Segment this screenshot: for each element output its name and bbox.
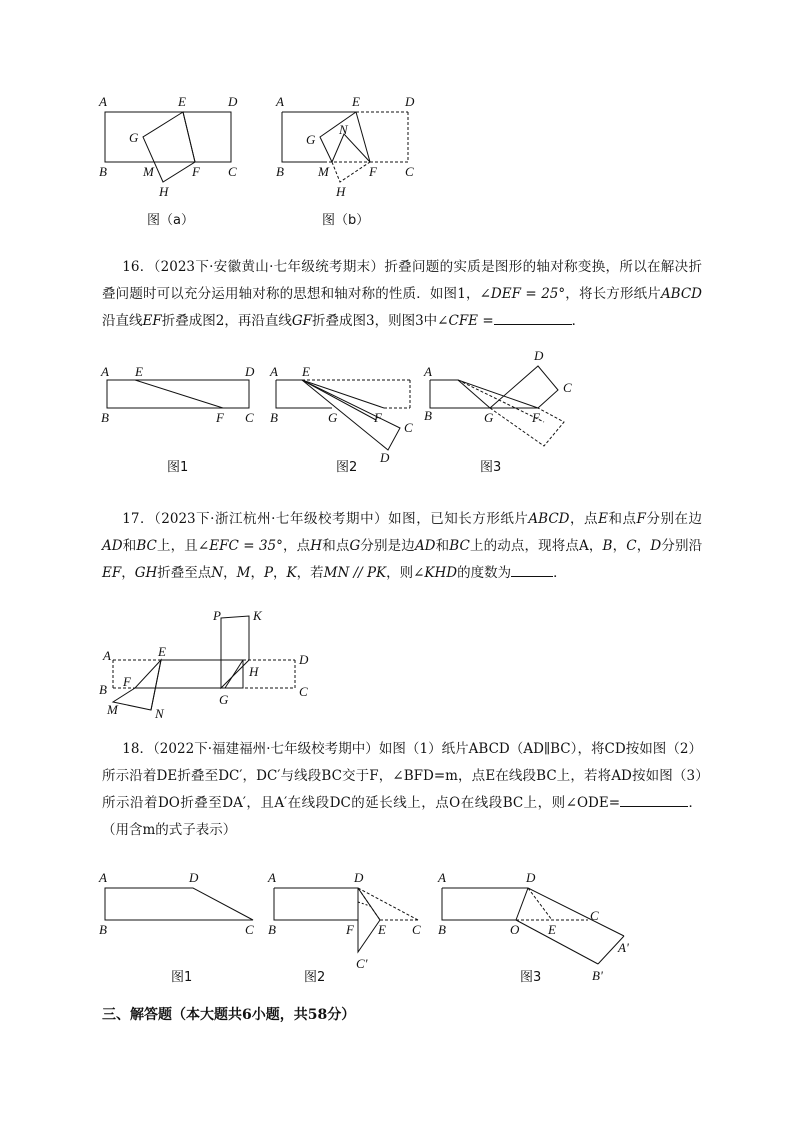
label: A — [99, 94, 107, 109]
label: A — [438, 870, 446, 885]
question-source: （2023下·安徽黄山·七年级统考期末） — [153, 259, 385, 275]
label: C — [405, 164, 414, 179]
label: M — [143, 164, 154, 179]
label: B — [424, 408, 432, 423]
label: P — [213, 608, 221, 623]
label: C — [245, 410, 254, 425]
figure-caption: 图1 — [167, 460, 189, 475]
q16-figure-3 — [418, 346, 588, 478]
label: D — [526, 870, 536, 885]
label: D — [354, 870, 364, 885]
answer-blank[interactable] — [494, 310, 572, 325]
label: B' — [592, 968, 603, 983]
label: H — [249, 664, 259, 679]
label: D — [405, 94, 415, 109]
label: A — [270, 364, 278, 379]
question-number: 18． — [122, 741, 154, 757]
label: M — [318, 164, 329, 179]
question-number: 16． — [122, 259, 154, 275]
figure-a — [95, 92, 255, 232]
figure-caption: 图3 — [520, 970, 542, 985]
figure-caption: 图3 — [480, 460, 502, 475]
q17-figure — [95, 604, 335, 724]
q18-figure-1 — [95, 866, 265, 986]
label: C — [563, 380, 572, 395]
label: B — [99, 922, 107, 937]
label: H — [159, 184, 169, 199]
label: F — [192, 164, 200, 179]
figure-caption: 图2 — [304, 970, 326, 985]
label: G — [219, 692, 229, 707]
label: G — [306, 132, 316, 147]
q16-figure-2 — [264, 358, 434, 478]
label: A — [99, 870, 107, 885]
label: F — [374, 410, 382, 425]
answer-blank[interactable] — [620, 792, 688, 807]
label: E — [378, 922, 386, 937]
figure-caption: 图（b） — [322, 213, 370, 228]
label: D — [380, 450, 390, 465]
label: G — [328, 410, 338, 425]
label: C — [228, 164, 237, 179]
label: M — [107, 702, 118, 717]
q16-figure-1 — [95, 358, 265, 478]
label: B — [270, 410, 278, 425]
label: A — [268, 870, 276, 885]
label: K — [253, 608, 262, 623]
question-source: （2022下·福建福州·七年级校考期中） — [153, 741, 379, 757]
question-18: 18．（2022下·福建福州·七年级校考期中）如图（1）纸片ABCD（AD∥BC），将CD按如图（2）所示沿着DE折叠至DC′，DC′与线段BC交于F，∠BFD=m，点E在线段BC上，若将AD按如图（3）所示沿着DO折叠至DA′，且A′在线段DC的延长线上，点O在线段BC上，则∠ODE= ．（用含m的式子表示） — [102, 741, 703, 838]
label: A — [101, 364, 109, 379]
label: E — [548, 922, 556, 937]
label: H — [336, 184, 346, 199]
label: F — [123, 674, 131, 689]
label: F — [532, 410, 540, 425]
label: G — [484, 410, 494, 425]
label: C — [245, 922, 254, 937]
label: D — [299, 652, 309, 667]
label: E — [158, 644, 166, 659]
question-number: 17． — [122, 511, 154, 527]
label: B — [438, 922, 446, 937]
figure-caption: 图1 — [171, 970, 193, 985]
label: C — [590, 908, 599, 923]
label: C' — [356, 956, 368, 971]
section-heading: 三、解答题（本大题共6小题，共58分） — [102, 1007, 356, 1023]
label: C — [404, 420, 413, 435]
label: E — [135, 364, 143, 379]
label: C — [299, 684, 308, 699]
label: G — [129, 130, 139, 145]
label: F — [346, 922, 354, 937]
label: F — [216, 410, 224, 425]
label: D — [228, 94, 238, 109]
figure-b — [272, 92, 432, 232]
figure-caption: 图（a） — [147, 213, 194, 228]
label: O — [510, 922, 520, 937]
label: F — [369, 164, 377, 179]
label: E — [302, 364, 310, 379]
q18-figure-3 — [432, 866, 642, 996]
label: B — [101, 410, 109, 425]
label: A' — [618, 940, 629, 955]
question-16: 16．（2023下·安徽黄山·七年级统考期末）折叠问题的实质是图形的轴对称变换，所以在解决折叠问题时可以充分运用轴对称的思想和轴对称的性质．如图1，∠DEF = 25°，将长方形纸片ABCD沿直线EF折叠成图2，再沿直线GF折叠成图3，则图3中∠CFE = ． — [102, 259, 703, 329]
label: N — [155, 706, 164, 721]
label: B — [276, 164, 284, 179]
question-source: （2023下·浙江杭州·七年级校考期中） — [153, 511, 389, 527]
label: N — [339, 122, 348, 137]
label: B — [99, 682, 107, 697]
label: A — [103, 648, 111, 663]
label: D — [534, 348, 544, 363]
figure-caption: 图2 — [336, 460, 358, 475]
question-17: 17．（2023下·浙江杭州·七年级校考期中）如图，已知长方形纸片ABCD，点E和点F分别在边AD和BC上，且∠EFC = 35°，点H和点G分别是边AD和BC上的动点，现将点A，B，C，D分别沿EF，GH折叠至点N，M，P，K，若MN // PK，则∠KHD的度数为 ． — [102, 511, 703, 581]
label: A — [424, 364, 432, 379]
label: D — [189, 870, 199, 885]
label: A — [276, 94, 284, 109]
label: D — [245, 364, 255, 379]
label: B — [268, 922, 276, 937]
q18-figure-2 — [264, 866, 434, 986]
label: C — [412, 922, 421, 937]
label: E — [352, 94, 360, 109]
label: E — [178, 94, 186, 109]
answer-blank[interactable] — [511, 562, 553, 577]
label: B — [99, 164, 107, 179]
